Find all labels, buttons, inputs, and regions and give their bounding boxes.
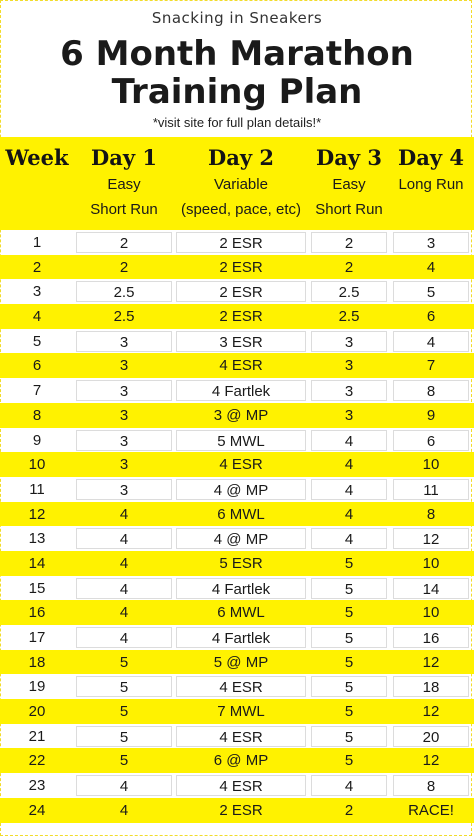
cell-day1: 3 [76, 380, 172, 401]
cell-week: 17 [28, 629, 46, 646]
cell-week: 22 [28, 752, 46, 770]
cell-day2: 4 Fartlek [176, 578, 306, 599]
table-row [0, 526, 474, 551]
cell-day3: 4 [344, 505, 354, 523]
cell-day1: 4 [119, 554, 129, 572]
cell-day3: 3 [311, 380, 387, 401]
cell-day1: 4 [119, 505, 129, 523]
cell-week: 11 [29, 480, 45, 498]
cell-week: 10 [28, 456, 46, 474]
cell-day1: 4 [76, 627, 172, 648]
cell-week: 6 [32, 357, 42, 375]
cell-week: 15 [28, 579, 46, 597]
cell-week: 3 [32, 283, 42, 301]
table-row [0, 600, 474, 625]
cell-day3: 5 [344, 703, 354, 721]
cell-day3: 5 [344, 604, 354, 622]
table-row [0, 798, 474, 823]
header-day1-label: Day 1 [91, 145, 157, 170]
cell-day4: 4 [393, 331, 469, 352]
cell-day4: 8 [393, 775, 469, 796]
cell-day4: 12 [422, 752, 440, 770]
cell-day4: 5 [393, 281, 469, 302]
cell-day3: 4 [344, 456, 354, 474]
cell-day2: 2 ESR [176, 281, 306, 302]
cell-day4: 10 [422, 554, 440, 572]
header-day1-desc2: Short Run [90, 201, 158, 218]
header-week-label: Week [5, 145, 69, 170]
cell-day2: 3 ESR [176, 331, 306, 352]
cell-week: 4 [32, 308, 42, 326]
cell-day1: 2 [119, 258, 129, 276]
table-row [0, 255, 474, 280]
cell-day3: 5 [311, 578, 387, 599]
table-row [0, 378, 474, 403]
cell-day3: 5 [344, 554, 354, 572]
cell-day4: 9 [426, 406, 436, 424]
subtitle-note: *visit site for full plan details!* [152, 115, 322, 130]
cell-day1: 3 [76, 479, 172, 500]
page-title-line1: 6 Month Marathon [60, 34, 414, 74]
table-row [0, 576, 474, 601]
header-day2-desc2: (speed, pace, etc) [180, 201, 302, 218]
cell-day3: 2.5 [338, 308, 360, 326]
cell-day2: 5 ESR [219, 554, 263, 572]
page-title-line2: Training Plan [111, 72, 363, 112]
cell-day1: 5 [119, 703, 129, 721]
cell-week: 5 [32, 332, 42, 350]
table-row [0, 230, 474, 255]
cell-day1: 5 [119, 752, 129, 770]
cell-day4: 20 [393, 726, 469, 747]
cell-day2: 4 ESR [219, 456, 263, 474]
header-day3 [311, 137, 387, 222]
cell-day3: 3 [344, 357, 354, 375]
cell-day1: 4 [119, 801, 129, 819]
cell-day2: 4 ESR [219, 357, 263, 375]
table-row [0, 748, 474, 773]
cell-week: 7 [32, 382, 42, 400]
cell-day1: 2 [76, 232, 172, 253]
cell-day3: 3 [344, 406, 354, 424]
cell-week: 16 [28, 604, 46, 622]
cell-day4: 4 [426, 258, 436, 276]
cell-day2: 2 ESR [219, 801, 263, 819]
cell-day1: 3 [119, 456, 129, 474]
cell-day1: 2.5 [76, 281, 172, 302]
cell-week: 18 [28, 653, 46, 671]
cell-week: 2 [32, 258, 42, 276]
cell-day4: 11 [393, 479, 469, 500]
header-day3-desc1: Easy [332, 176, 366, 193]
cell-week: 9 [32, 431, 42, 449]
cell-week: 20 [28, 703, 46, 721]
cell-day1: 4 [76, 775, 172, 796]
table-row [0, 329, 474, 354]
cell-day2: 6 MWL [217, 505, 265, 523]
header-day4-label: Day 4 [398, 145, 464, 170]
cell-day1: 3 [119, 357, 129, 375]
cell-day1: 4 [76, 528, 172, 549]
cell-day4: 12 [422, 653, 440, 671]
cell-day4: 3 [393, 232, 469, 253]
cell-day2: 4 @ MP [176, 528, 306, 549]
cell-day1: 3 [76, 430, 172, 451]
table-row [0, 773, 474, 798]
cell-day4: 12 [393, 528, 469, 549]
cell-week: 19 [28, 678, 46, 696]
cell-week: 24 [28, 801, 46, 819]
cell-day4: 14 [393, 578, 469, 599]
cell-day3: 5 [311, 627, 387, 648]
header-week [4, 137, 70, 172]
table-row [0, 403, 474, 428]
training-table [0, 230, 474, 823]
cell-day2: 4 ESR [176, 676, 306, 697]
table-row [0, 551, 474, 576]
cell-day2: 4 Fartlek [176, 380, 306, 401]
cell-day2: 6 @ MP [213, 752, 269, 770]
cell-day4: 10 [422, 604, 440, 622]
table-row [0, 674, 474, 699]
cell-day4: 16 [393, 627, 469, 648]
header-day2 [176, 137, 306, 222]
cell-day2: 4 ESR [176, 775, 306, 796]
table-row [0, 477, 474, 502]
cell-day2: 4 Fartlek [176, 627, 306, 648]
cell-day4: RACE! [408, 801, 454, 819]
cell-week: 8 [32, 406, 42, 424]
cell-day2: 2 ESR [176, 232, 306, 253]
header-day4 [393, 137, 469, 197]
header-day3-label: Day 3 [316, 145, 382, 170]
header-day1-desc1: Easy [107, 176, 141, 193]
cell-day1: 4 [119, 604, 129, 622]
cell-day3: 3 [311, 331, 387, 352]
cell-week: 12 [28, 505, 46, 523]
table-row [0, 699, 474, 724]
cell-day4: 12 [422, 703, 440, 721]
cell-day3: 2 [344, 258, 354, 276]
table-row [0, 304, 474, 329]
table-header [0, 137, 474, 230]
cell-day4: 18 [393, 676, 469, 697]
table-row [0, 625, 474, 650]
cell-day3: 2.5 [311, 281, 387, 302]
header-day2-label: Day 2 [208, 145, 274, 170]
cell-day3: 2 [344, 801, 354, 819]
cell-day2: 5 MWL [176, 430, 306, 451]
cell-day4: 8 [393, 380, 469, 401]
table-row [0, 428, 474, 453]
cell-day1: 3 [119, 406, 129, 424]
cell-day2: 4 @ MP [176, 479, 306, 500]
cell-day2: 4 ESR [176, 726, 306, 747]
header-day2-desc1: Variable [214, 176, 268, 193]
cell-day3: 4 [311, 775, 387, 796]
cell-day2: 2 ESR [219, 308, 263, 326]
cell-day2: 5 @ MP [213, 653, 269, 671]
cell-day3: 5 [344, 653, 354, 671]
cell-day3: 5 [311, 726, 387, 747]
cell-week: 1 [32, 234, 42, 251]
cell-day4: 7 [426, 357, 436, 375]
cell-day1: 3 [76, 331, 172, 352]
cell-week: 23 [28, 777, 46, 795]
cell-week: 21 [28, 727, 46, 745]
cell-day1: 2.5 [113, 308, 135, 326]
table-row [0, 279, 474, 304]
cell-day1: 5 [76, 726, 172, 747]
cell-day3: 2 [311, 232, 387, 253]
cell-day1: 4 [76, 578, 172, 599]
header-day4-desc1: Long Run [398, 176, 464, 193]
cell-day3: 5 [344, 752, 354, 770]
table-row [0, 452, 474, 477]
cell-day2: 6 MWL [217, 604, 265, 622]
cell-day1: 5 [119, 653, 129, 671]
cell-day3: 4 [311, 479, 387, 500]
cell-day3: 5 [311, 676, 387, 697]
cell-day3: 4 [311, 430, 387, 451]
cell-day4: 6 [393, 430, 469, 451]
cell-day2: 7 MWL [217, 703, 265, 721]
table-row [0, 353, 474, 378]
cell-day4: 6 [426, 308, 436, 326]
header-day3-desc2: Short Run [315, 201, 383, 218]
cell-day2: 3 @ MP [213, 406, 269, 424]
cell-day2: 2 ESR [219, 258, 263, 276]
table-row [0, 724, 474, 749]
table-row [0, 502, 474, 527]
brand-name: Snacking in Sneakers [151, 9, 323, 27]
cell-week: 14 [28, 554, 46, 572]
cell-day3: 4 [311, 528, 387, 549]
header-day1 [76, 137, 172, 222]
cell-day4: 10 [422, 456, 440, 474]
cell-day4: 8 [426, 505, 436, 523]
table-row [0, 650, 474, 675]
cell-day1: 5 [76, 676, 172, 697]
cell-week: 13 [28, 530, 46, 548]
